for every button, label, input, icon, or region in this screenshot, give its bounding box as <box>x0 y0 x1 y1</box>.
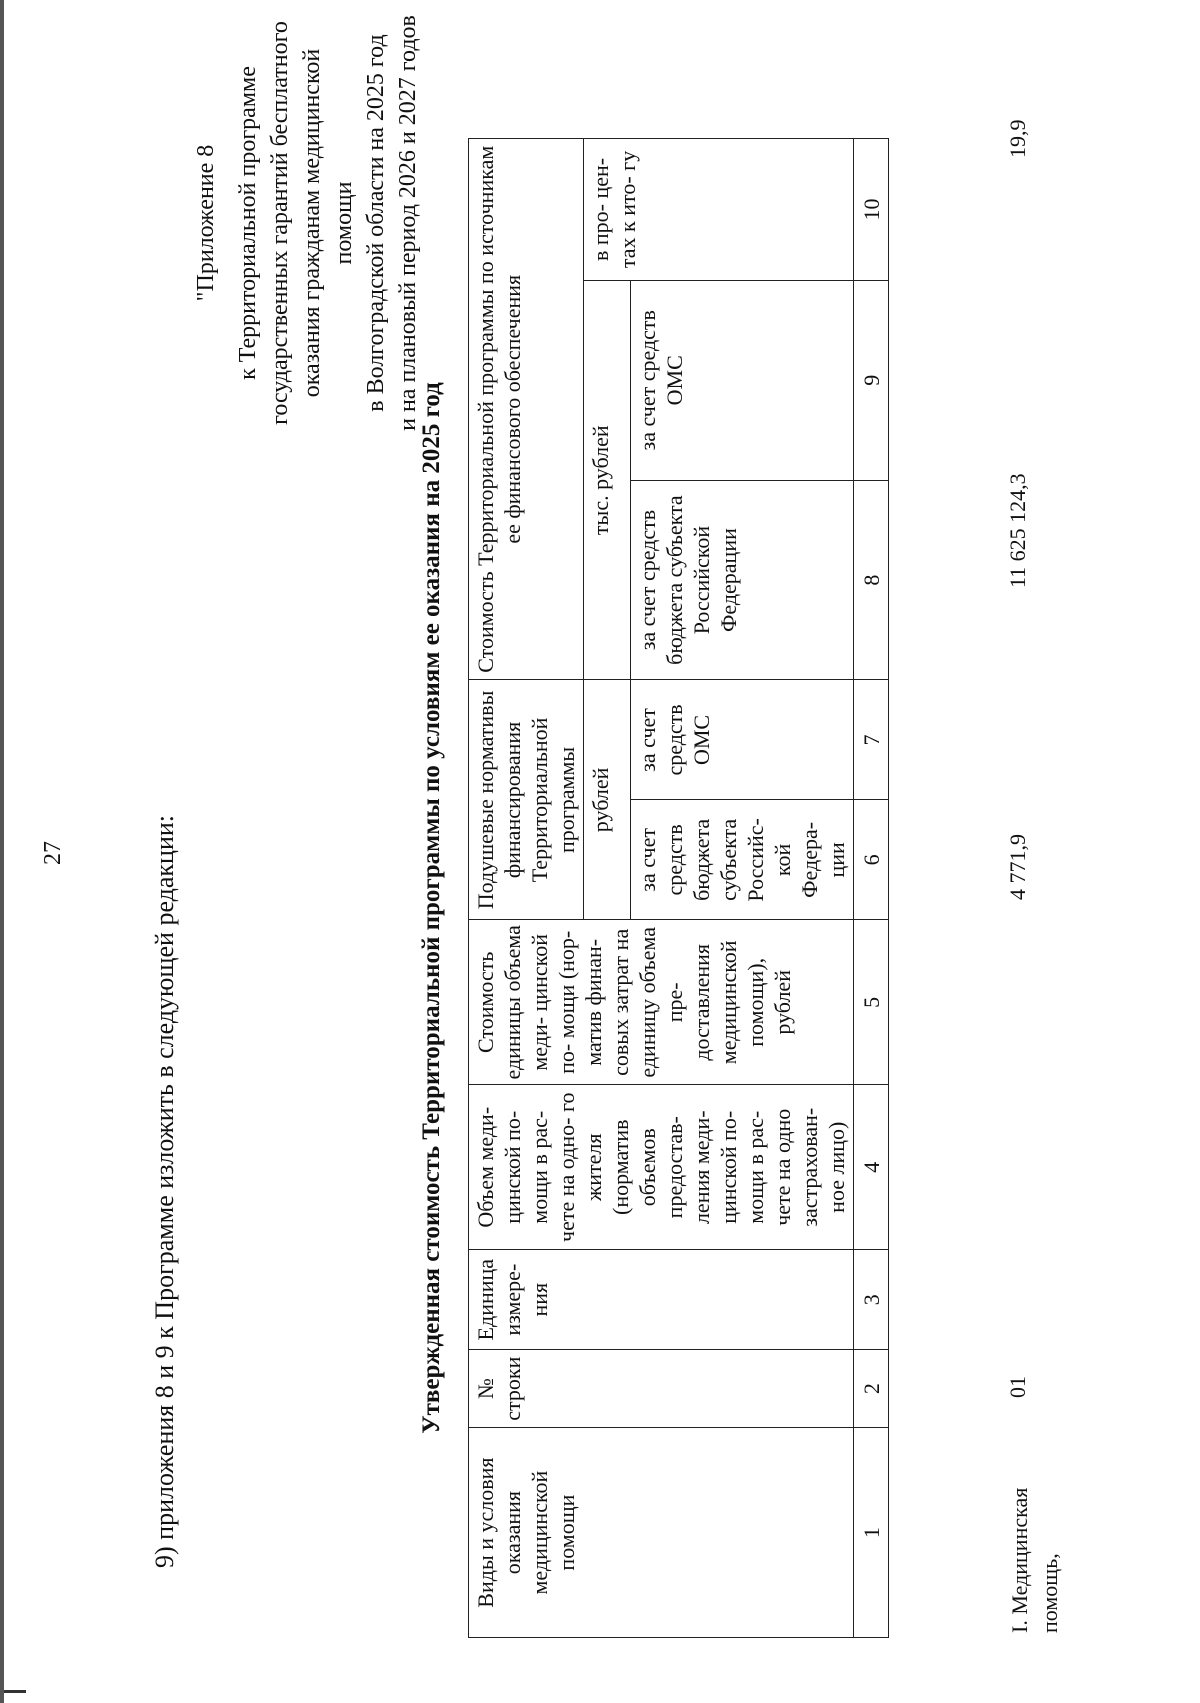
appendix-line: к Территориальной программе <box>235 66 261 380</box>
header-budget-cost: за счет средств бюджета субъекта Российской Федерации <box>631 480 854 680</box>
column-number: 3 <box>854 1250 889 1350</box>
appendix-line: в Волгоградской области на 2025 год <box>363 34 389 412</box>
column-number: 8 <box>854 480 889 680</box>
column-number: 5 <box>854 920 889 1085</box>
appendix-line: и на плановый период 2026 и 2027 годов <box>395 15 421 431</box>
header-unit-cost: Стоимость единицы объема меди- цинской по- мощи (нор- матив финан- совых затрат на единицу объема пре- доставления медицинской помощи), рублей <box>469 920 854 1085</box>
header-percent: в про- цен- тах к ито- гу <box>584 139 854 281</box>
intro-text: 9) приложения 8 и 9 к Программе изложить в следующей редакции: <box>150 814 179 1568</box>
row-label: I. Медицинская помощь, <box>1007 1487 1062 1633</box>
header-unit: Единица измере- ния <box>469 1250 854 1350</box>
header-per-capita-unit: рублей <box>584 680 631 920</box>
header-types-conditions: Виды и условия оказания медицинской помощи <box>469 1428 854 1638</box>
column-number: 6 <box>854 800 889 920</box>
cost-table <box>468 138 889 1638</box>
appendix-line: оказания гражданам медицинской помощи <box>299 48 357 398</box>
row-line-number: 01 <box>1005 1376 1030 1398</box>
header-oms-cost: за счет средств ОМС <box>631 280 854 480</box>
header-oms-per-capita: за счет средств ОМС <box>631 680 854 800</box>
column-number: 7 <box>854 680 889 800</box>
header-per-capita: Подушевые нормативы финансирования Территориальной программы <box>469 680 584 920</box>
document-title: Утвержденная стоимость Территориальной программы по условиям ее оказания на 2025 год <box>418 382 445 1434</box>
header-volume: Объем меди- цинской по- мощи в рас- чете на одно- го жителя (норматив объемов предостав- ления меди- цинской по- мощи в рас- чете на одно застрахован- ное лицо) <box>469 1085 854 1250</box>
column-number: 2 <box>854 1350 889 1428</box>
column-number: 1 <box>854 1428 889 1638</box>
column-number: 10 <box>854 139 889 281</box>
row-budget-cost: 11 625 124,3 <box>1005 473 1030 588</box>
column-number: 4 <box>854 1085 889 1250</box>
header-program-cost-unit: тыс. рублей <box>584 280 631 680</box>
row-percent: 19,9 <box>1005 119 1030 158</box>
appendix-block <box>190 13 424 433</box>
row-budget-per-capita: 4 771,9 <box>1005 834 1030 900</box>
header-line-number: № строки <box>469 1350 854 1428</box>
page-number: 27 <box>40 841 66 865</box>
header-program-cost: Стоимость Территориальной программы по источникам ее финансового обеспечения <box>469 139 584 680</box>
column-number: 9 <box>854 280 889 480</box>
appendix-line: государственных гарантий бесплатного <box>267 21 293 425</box>
header-budget-per-capita: за счет средств бюджета субъекта Российс- кой Федера- ции <box>631 800 854 920</box>
appendix-title: "Приложение 8 <box>193 144 219 302</box>
